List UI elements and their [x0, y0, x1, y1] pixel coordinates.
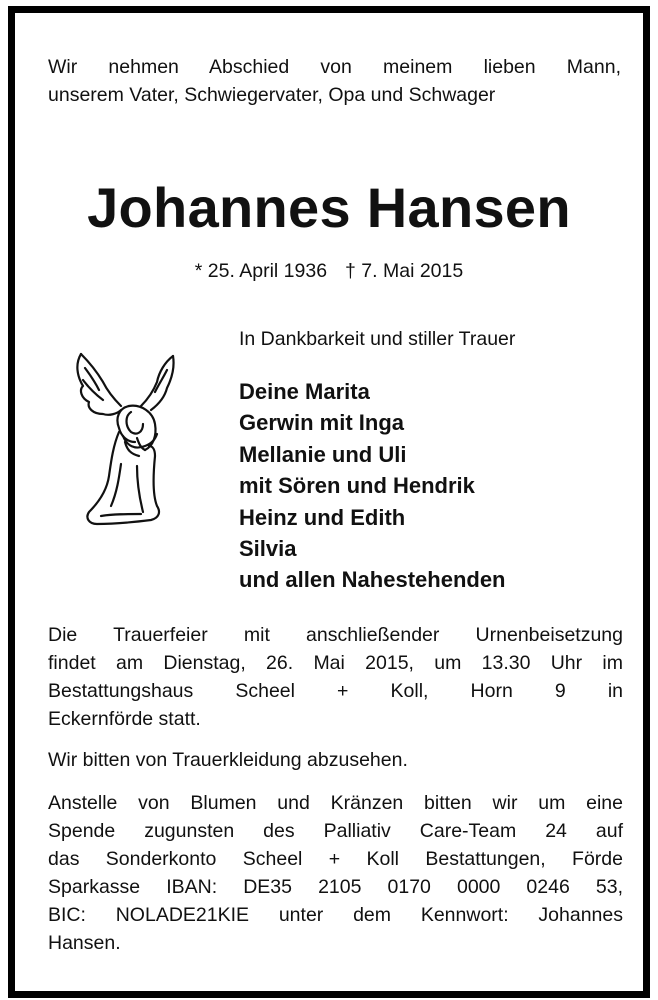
life-dates	[15, 257, 643, 285]
clothing-note	[48, 746, 623, 774]
funeral-details	[48, 621, 623, 733]
farewell-intro	[48, 53, 621, 109]
birth-date: * 25. April 1936	[194, 260, 328, 282]
intro-line: unserem Vater, Schwiegervater, Opa und Schwager	[48, 84, 496, 106]
donation-line: das Sonderkonto Scheel + Koll Bestattungen, Förde	[48, 848, 623, 870]
mourner-entry: Gerwin mit Inga	[239, 410, 405, 436]
intro-line: Wir nehmen Abschied von meinem lieben Mann,	[48, 56, 621, 78]
donation-details	[48, 789, 623, 957]
donation-line: Anstelle von Blumen und Kränzen bitten wir um eine	[48, 792, 623, 814]
mourner-entry: mit Sören und Hendrik	[239, 473, 475, 499]
angel-icon	[67, 346, 177, 531]
mourners-list	[239, 376, 506, 596]
deceased-name: Johannes Hansen	[87, 176, 571, 239]
mourner-entry: und allen Nahestehenden	[239, 567, 506, 593]
donation-line: Sparkasse IBAN: DE35 2105 0170 0000 0246 53,	[48, 876, 623, 898]
mourner-entry: Deine Marita	[239, 379, 370, 404]
mourner-entry: Silvia	[239, 536, 297, 562]
clothing-note-text: Wir bitten von Trauerkleidung abzusehen.	[48, 749, 408, 771]
funeral-line: Die Trauerfeier mit anschließender Urnenbeisetzung	[48, 624, 623, 646]
funeral-line: findet am Dienstag, 26. Mai 2015, um 13.30 Uhr im	[48, 652, 623, 674]
death-date: † 7. Mai 2015	[345, 260, 464, 282]
donation-line: BIC: NOLADE21KIE unter dem Kennwort: Johannes	[48, 904, 623, 926]
obituary-notice	[8, 6, 650, 998]
mourner-entry: Heinz und Edith	[239, 504, 406, 530]
gratitude-line: In Dankbarkeit und stiller Trauer	[239, 328, 516, 350]
donation-line: Hansen.	[48, 932, 121, 954]
funeral-line: Eckernförde statt.	[48, 708, 201, 730]
funeral-line: Bestattungshaus Scheel + Koll, Horn 9 in	[48, 680, 623, 702]
mourner-entry: Mellanie und Uli	[239, 441, 407, 467]
donation-line: Spende zugunsten des Palliativ Care-Team 24 auf	[48, 820, 623, 842]
